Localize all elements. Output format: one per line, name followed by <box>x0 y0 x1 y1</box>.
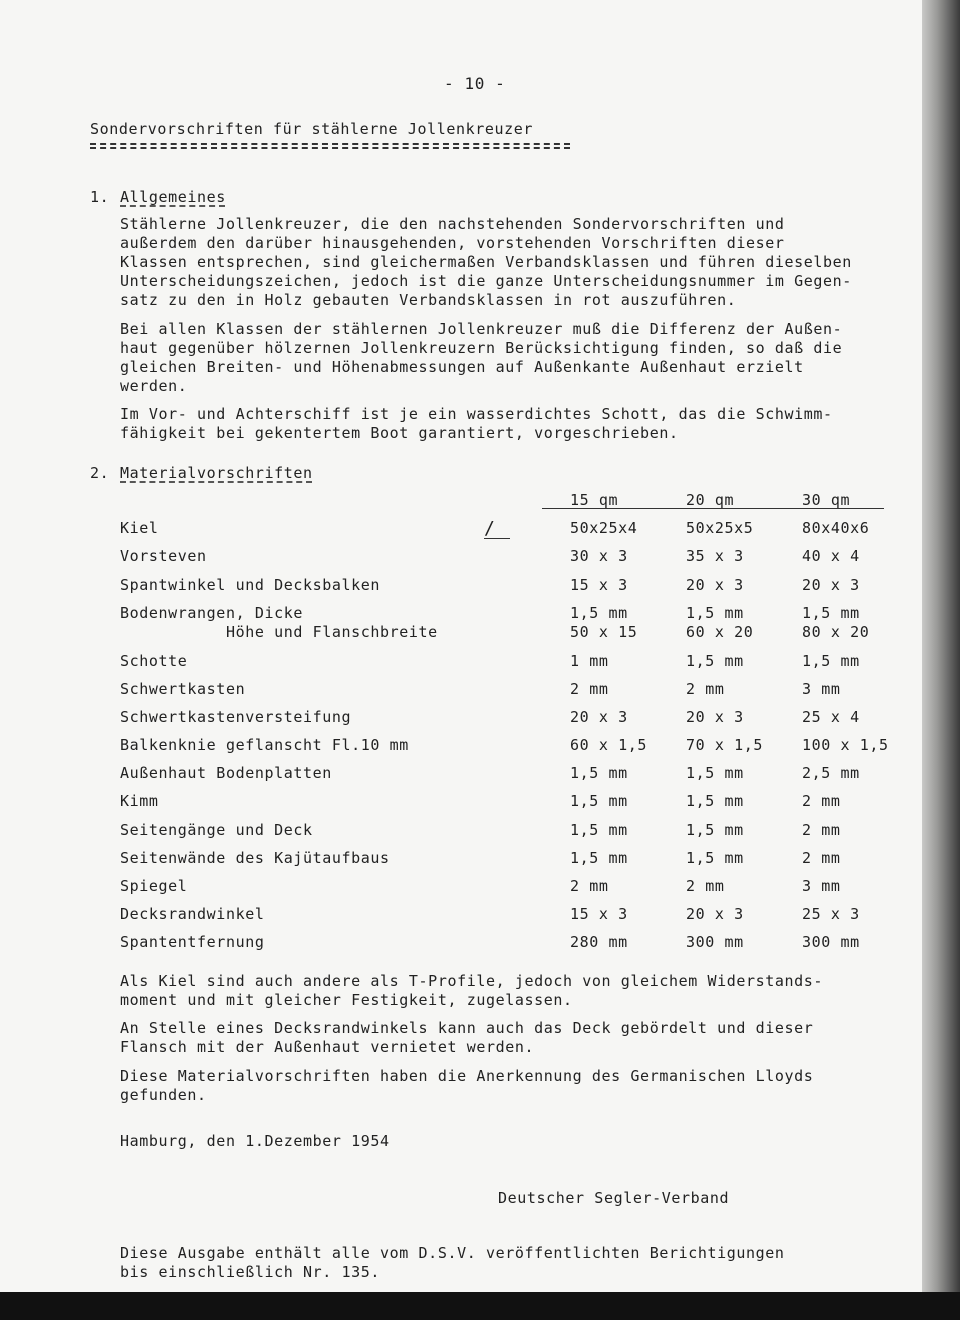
row-label: Seitenwände des Kajütaufbaus <box>120 849 390 867</box>
column-header-15qm: 15 qm <box>570 491 619 509</box>
row-label: Decksrandwinkel <box>120 905 265 923</box>
note-1: Als Kiel sind auch andere als T-Profile, jedoch von gleichem Widerstands- moment und mit gleicher Festigkeit, zugelassen. <box>120 972 824 1009</box>
row-value: 15 x 3 <box>570 576 628 594</box>
row-value: 2,5 mm <box>802 764 860 782</box>
table-row <box>0 652 922 680</box>
row-value: 1,5 mm <box>686 792 744 810</box>
column-header-rule <box>542 508 884 509</box>
table-row <box>0 604 922 641</box>
row-value: 20 x 3 <box>802 576 860 594</box>
table-row <box>0 764 922 792</box>
row-value: 50x25x4 <box>570 519 638 537</box>
row-value: 25 x 3 <box>802 905 860 923</box>
row-label: Spiegel <box>120 877 188 895</box>
table-row <box>0 519 922 547</box>
row-value: 1,5 mm 80 x 20 <box>802 604 870 641</box>
row-value: 2 mm <box>570 877 609 895</box>
section-1-paragraph-2: Bei allen Klassen der stählernen Jollenkreuzer muß die Differenz der Außen- haut gegenüber hölzernen Jollenkreuzern Berücksichtigung finden, so daß die gleichen Breiten- und Höhenabmessungen auf Außenkante Außenhaut erzielt werden. <box>120 320 843 395</box>
note-3: Diese Materialvorschriften haben die Anerkennung des Germanischen Lloyds gefunden. <box>120 1067 814 1104</box>
row-value: 2 mm <box>570 680 609 698</box>
document-title: Sondervorschriften für stählerne Jollenkreuzer <box>90 120 534 138</box>
row-value: 1,5 mm 50 x 15 <box>570 604 638 641</box>
scan-bottom-border <box>0 1292 960 1320</box>
row-value: 50x25x5 <box>686 519 754 537</box>
row-label: Außenhaut Bodenplatten <box>120 764 332 782</box>
row-value: 1,5 mm <box>686 849 744 867</box>
table-row <box>0 792 922 820</box>
table-row <box>0 547 922 575</box>
row-value: 1,5 mm <box>686 652 744 670</box>
row-value: 300 mm <box>802 933 860 951</box>
row-label: Vorsteven <box>120 547 207 565</box>
footer-note: Diese Ausgabe enthält alle vom D.S.V. veröffentlichten Berichtigungen bis einschließlich Nr. 135. <box>120 1244 785 1281</box>
title-double-underline <box>90 143 570 149</box>
row-label: Schwertkasten <box>120 680 246 698</box>
row-value: 20 x 3 <box>686 708 744 726</box>
row-label: Spantentfernung <box>120 933 265 951</box>
row-label: Kiel <box>120 519 159 537</box>
organization-signature: Deutscher Segler-Verband <box>498 1189 730 1207</box>
row-value: 30 x 3 <box>570 547 628 565</box>
row-label: Kimm <box>120 792 159 810</box>
section-1-paragraph-1: Stählerne Jollenkreuzer, die den nachstehenden Sondervorschriften und außerdem den darüber hinausgehenden, vorstehenden Vorschriften dieser Klassen entsprechen, sind gleichermaßen Verbandsklassen und führen dieselben Unterscheidungszeichen, jedoch ist die ganze Unterscheidungsnummer im Gegen- satz zu den in Holz gebauten Verbandsklassen in rot auszuführen. <box>120 215 852 309</box>
row-label: Seitengänge und Deck <box>120 821 313 839</box>
row-value: 1,5 mm <box>686 764 744 782</box>
row-value: 15 x 3 <box>570 905 628 923</box>
row-value: 2 mm <box>686 680 725 698</box>
row-value: 1,5 mm <box>686 821 744 839</box>
table-row <box>0 905 922 933</box>
row-value: 20 x 3 <box>686 905 744 923</box>
row-value: 3 mm <box>802 680 841 698</box>
column-header-20qm: 20 qm <box>686 491 735 509</box>
row-value: 3 mm <box>802 877 841 895</box>
row-label: Schwertkastenversteifung <box>120 708 352 726</box>
section-1-number: 1. <box>90 188 110 206</box>
table-row <box>0 576 922 604</box>
row-value: 1,5 mm 60 x 20 <box>686 604 754 641</box>
row-value: 25 x 4 <box>802 708 860 726</box>
page-edge-shadow <box>922 0 960 1292</box>
place-and-date: Hamburg, den 1.Dezember 1954 <box>120 1132 390 1150</box>
row-label: Spantwinkel und Decksbalken <box>120 576 381 594</box>
section-2-number: 2. <box>90 464 110 482</box>
section-2-heading: Materialvorschriften <box>120 464 313 482</box>
table-row <box>0 680 922 708</box>
section-1-paragraph-3: Im Vor- und Achterschiff ist je ein wasserdichtes Schott, das die Schwimm- fähigkeit bei gekentertem Boot garantiert, vorgeschrieben. <box>120 405 833 442</box>
row-value: 1 mm <box>570 652 609 670</box>
row-value: 2 mm <box>802 821 841 839</box>
row-value: 80x40x6 <box>802 519 870 537</box>
table-row <box>0 877 922 905</box>
row-value: 2 mm <box>802 849 841 867</box>
row-value: 20 x 3 <box>686 576 744 594</box>
row-value: 100 x 1,5 <box>802 736 889 754</box>
row-value: 40 x 4 <box>802 547 860 565</box>
row-value: 280 mm <box>570 933 628 951</box>
table-row <box>0 849 922 877</box>
row-label: Bodenwrangen, Dicke Höhe und Flanschbreite <box>120 604 438 641</box>
row-value: 20 x 3 <box>570 708 628 726</box>
row-value: 1,5 mm <box>570 792 628 810</box>
row-value: 1,5 mm <box>802 652 860 670</box>
table-row <box>0 736 922 764</box>
table-row <box>0 708 922 736</box>
table-row <box>0 933 922 961</box>
section-1-heading: Allgemeines <box>120 188 226 206</box>
row-value: 60 x 1,5 <box>570 736 648 754</box>
row-value: 70 x 1,5 <box>686 736 764 754</box>
row-value: 35 x 3 <box>686 547 744 565</box>
row-value: 300 mm <box>686 933 744 951</box>
row-value: 1,5 mm <box>570 821 628 839</box>
row-label: Balkenknie geflanscht Fl.10 mm <box>120 736 409 754</box>
column-header-30qm: 30 qm <box>802 491 851 509</box>
row-value: 1,5 mm <box>570 764 628 782</box>
row-value: 2 mm <box>686 877 725 895</box>
note-2: An Stelle eines Decksrandwinkels kann auch das Deck gebördelt und dieser Flansch mit der Außenhaut vernietet werden. <box>120 1019 814 1056</box>
handwritten-mark: / <box>484 518 495 539</box>
page-number: - 10 - <box>444 74 506 93</box>
row-value: 2 mm <box>802 792 841 810</box>
row-value: 1,5 mm <box>570 849 628 867</box>
row-label: Schotte <box>120 652 188 670</box>
table-row <box>0 821 922 849</box>
